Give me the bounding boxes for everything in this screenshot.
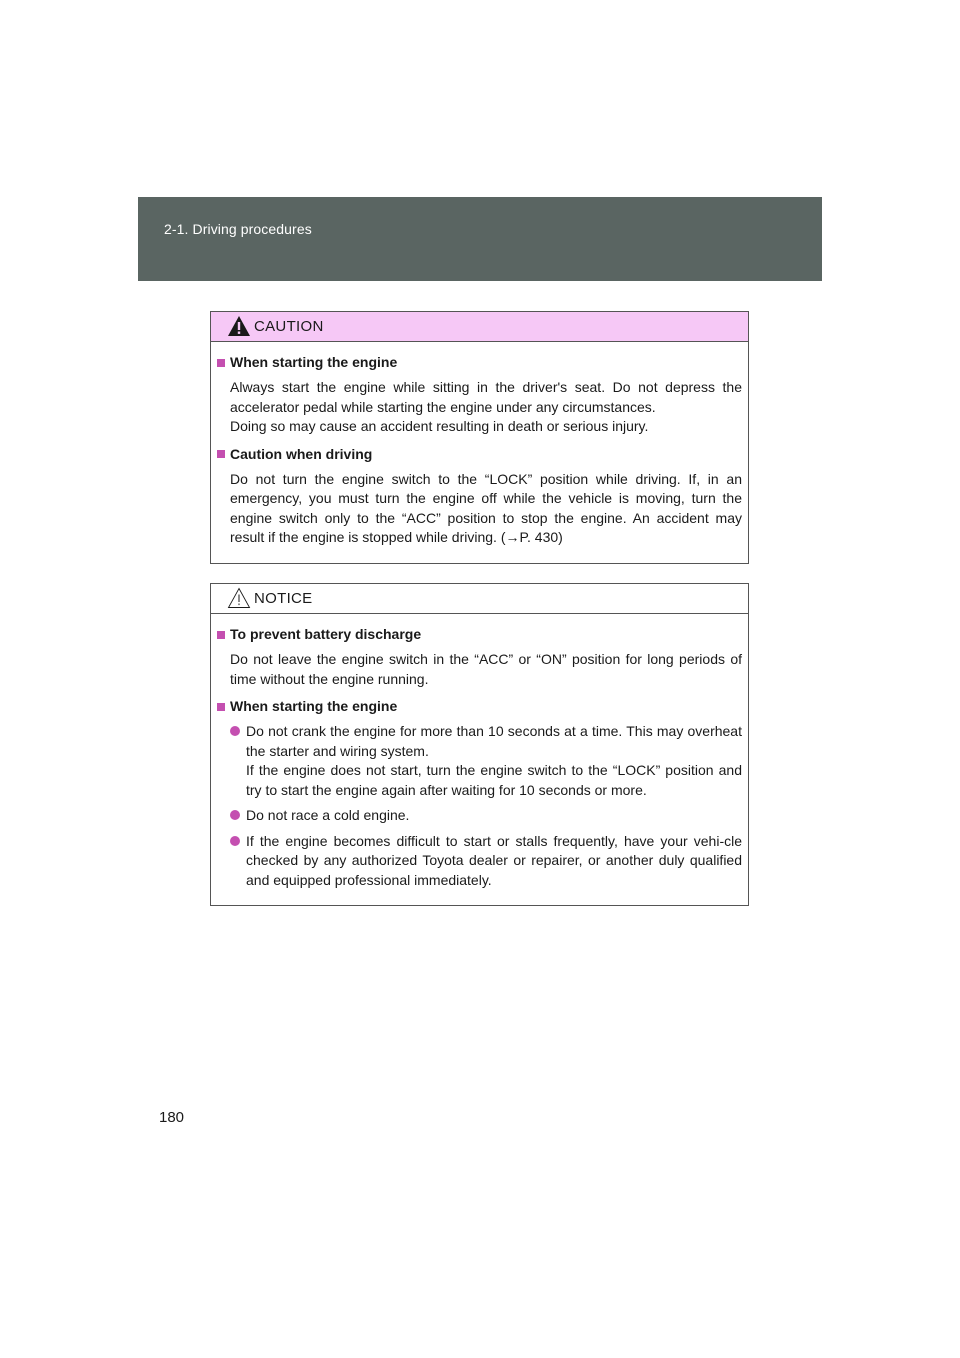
section-title: 2-1. Driving procedures xyxy=(164,221,312,237)
caution-header xyxy=(211,312,748,342)
square-bullet-icon xyxy=(217,703,225,711)
notice-item-title: To prevent battery discharge xyxy=(230,626,422,642)
list-item: Do not race a cold engine. xyxy=(230,806,742,826)
circle-bullet-icon xyxy=(230,726,240,736)
caution-title: CAUTION xyxy=(254,318,324,335)
caution-item-title: Caution when driving xyxy=(230,445,373,462)
page-number: 180 xyxy=(159,1109,185,1126)
circle-bullet-icon xyxy=(230,810,240,820)
circle-bullet-icon xyxy=(230,836,240,846)
caution-box xyxy=(210,311,749,564)
notice-header xyxy=(211,584,748,614)
warning-triangle-icon xyxy=(227,315,251,337)
notice-item xyxy=(217,697,742,890)
list-item: Do not crank the engine for more than 10 seconds at a time. This may overheat the starter and wiring system. If the engine does not start, turn the engine switch to the “LOCK” position and try to start the engine again after waiting for 10 seconds or more. xyxy=(230,722,742,800)
square-bullet-icon xyxy=(217,359,225,367)
square-bullet-icon xyxy=(217,450,225,458)
caution-item-text: Do not turn the engine switch to the “LOCK” position while driving. If, in an emergency, you must turn the engine off while the vehicle is moving, turn the engine switch only to the “ACC” position to stop the engine. An accident may result if the engine is stopped while driving. (→P. 430) xyxy=(230,470,742,545)
list-item: If the engine becomes difficult to start or stalls frequently, have your vehi-cle checked by any authorized Toyota dealer or repairer, or another duly qualified and equipped professional immediately. xyxy=(230,832,742,891)
notice-item xyxy=(217,625,742,689)
notice-title: NOTICE xyxy=(254,590,313,607)
notice-item-title: When starting the engine xyxy=(230,698,398,714)
notice-box xyxy=(210,583,749,906)
section-header-band xyxy=(138,197,822,281)
caution-item-text: Always start the engine while sitting in the driver's seat. Do not depress the accelerator pedal while starting the engine under any circumstances. Doing so may cause an accident resulting in death or serious injury. xyxy=(230,379,742,434)
notice-item-text: Do not leave the engine switch in the “ACC” or “ON” position for long periods of time without the engine running. xyxy=(230,651,742,687)
notice-bullet-list xyxy=(230,722,742,890)
caution-item-title: When starting the engine xyxy=(230,354,398,370)
caution-item xyxy=(217,353,742,437)
caution-item xyxy=(217,445,742,548)
square-bullet-icon xyxy=(217,631,225,639)
warning-outline-icon xyxy=(227,587,251,609)
